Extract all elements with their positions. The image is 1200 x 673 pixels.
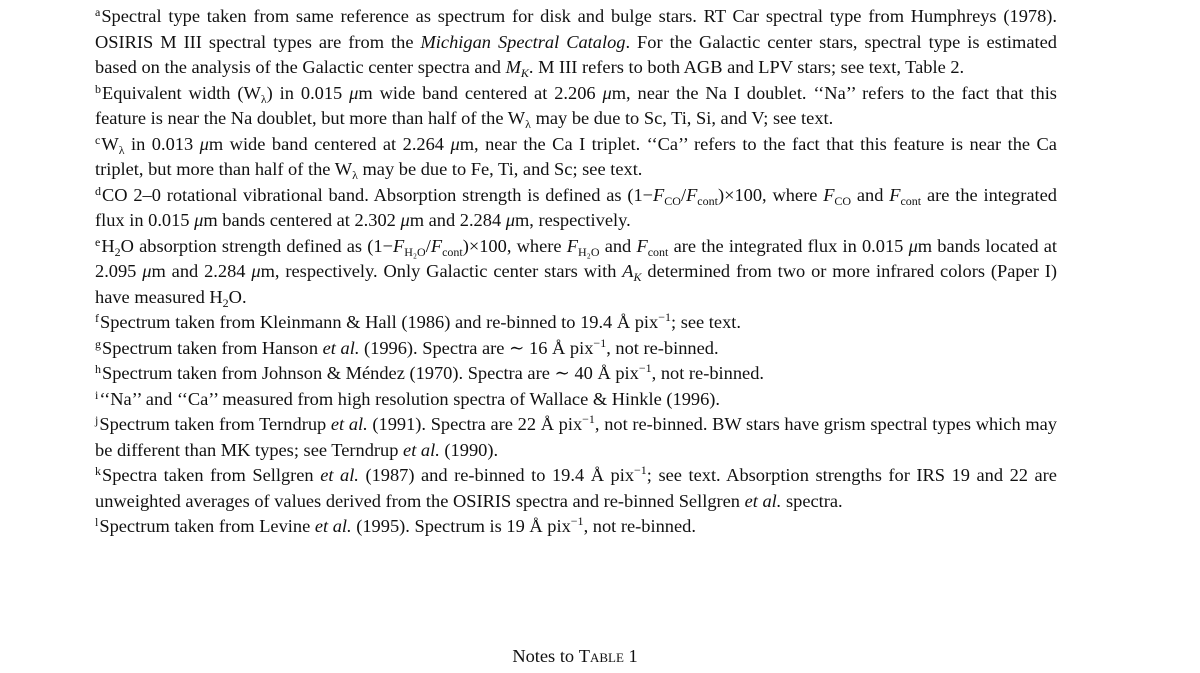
footnote-text: K [633, 270, 642, 284]
caption-table-label: Table 1 [578, 646, 638, 666]
footnote-text: Equivalent width (W [102, 82, 261, 103]
footnote-text: F [566, 235, 578, 256]
table-notes [95, 4, 1057, 540]
footnote-text: μ [908, 235, 918, 256]
footnote-text: λ [260, 91, 267, 106]
footnote-text: doublet. ‘‘Na’’ refers to the fact that this feature is near the Na doublet, but more than half of the W [95, 82, 1057, 128]
footnote-text: are the integrated flux in 0.015 [95, 184, 1057, 230]
footnote-text: −1 [570, 514, 584, 528]
footnote-text: μ [450, 133, 460, 154]
footnote-text: 2 [222, 295, 229, 310]
footnote-text: determined from two or more infrared colors (Paper I) have measured H [95, 261, 1057, 307]
footnote-text: (1987) and re-binned to 19.4 Å pix [358, 465, 635, 485]
footnote-k [95, 463, 1057, 514]
footnote-g [95, 336, 1057, 362]
footnote-text: μ [400, 210, 410, 230]
footnote-c [95, 132, 1057, 183]
footnote-text: and [851, 184, 890, 205]
footnote-text: F [686, 184, 698, 205]
footnote-text: −1 [582, 412, 595, 426]
footnote-text: m, respectively. Only Galactic center stars with [260, 261, 623, 281]
footnote-text: 2 [114, 244, 121, 259]
footnote-text: K [520, 66, 529, 80]
footnote-text: CO [834, 193, 852, 208]
footnote-marker: h [95, 362, 101, 376]
footnote-text: Spectrum taken from Terndrup [99, 414, 331, 434]
footnote-text: ; see text. Absorption strengths for IRS 19 and 22 are unweighted averages of values derived from the OSIRIS spectra and re-binned Sellgren [95, 465, 1057, 511]
footnote-text: cont [647, 244, 669, 259]
footnote-text: λ [352, 168, 358, 182]
footnote-text: −1 [638, 361, 652, 375]
footnote-text: F [823, 184, 835, 205]
footnote-text: , not re-binned. [651, 363, 764, 383]
footnote-d [95, 183, 1057, 234]
footnote-marker: g [95, 336, 101, 351]
footnote-text: et al. [330, 414, 368, 434]
footnote-text: cont [900, 193, 922, 208]
footnote-text: (1996). Spectra are ∼ 16 Å pix [359, 337, 594, 358]
footnote-text: μ [199, 133, 209, 154]
footnote-marker: b [95, 81, 101, 96]
footnote-text: et al. [314, 516, 352, 536]
footnote-text: )×100, where [717, 184, 824, 205]
footnote-text: m and 2.284 [151, 261, 252, 281]
footnote-text: ‘‘Na’’ and ‘‘Ca’’ measured from high resolution spectra of Wallace & Hinkle (1996). [99, 388, 721, 409]
footnote-text: λ [118, 142, 125, 157]
footnote-text: may be due to Sc, Ti, Si, and V; see text. [530, 108, 834, 128]
footnote-text: m bands located at 2.095 [95, 235, 1057, 281]
footnote-text: in 0.013 [124, 133, 200, 154]
footnote-text: A [622, 261, 634, 281]
footnote-b [95, 81, 1057, 132]
footnote-text: , not re-binned. BW stars have grism spectral types which may be different than MK types; see Terndrup [95, 414, 1057, 460]
footnote-marker: d [95, 183, 101, 198]
footnote-text: (1990). [439, 439, 499, 460]
footnote-text: F [889, 184, 901, 205]
footnote-text: F [392, 235, 405, 256]
footnote-a [95, 4, 1057, 81]
footnote-text: are the integrated flux in 0.015 [668, 235, 909, 256]
footnote-text: I [733, 82, 740, 103]
footnote-e [95, 234, 1057, 311]
footnote-text: m, respectively. [514, 210, 631, 230]
footnote-text: −1 [593, 335, 607, 350]
footnote-text: CO 2–0 rotational vibrational band. Absorption strength is defined as (1− [102, 184, 654, 205]
footnote-text: m wide band centered at 2.206 [358, 82, 603, 103]
footnote-text: et al. [744, 490, 782, 511]
footnote-text: H₂O [404, 244, 426, 259]
footnote-text: cont [697, 193, 718, 208]
footnote-text: M [505, 57, 521, 77]
notes-caption [0, 646, 1150, 667]
footnote-text: −1 [658, 310, 672, 324]
footnote-marker: f [95, 311, 99, 325]
footnote-text: (1991). Spectra are 22 Å pix [367, 414, 583, 434]
footnote-marker: j [95, 413, 99, 427]
footnote-text: H₂O [577, 244, 600, 259]
footnote-text: m, near the Na [611, 82, 734, 103]
footnote-text: et al. [322, 337, 360, 358]
footnote-text: F [636, 235, 648, 256]
footnote-f [95, 310, 1057, 336]
footnote-marker: c [95, 132, 101, 147]
footnote-text: Spectrum taken from Johnson & Méndez (1970). Spectra are ∼ 40 Å pix [102, 363, 639, 383]
footnote-marker: a [95, 5, 101, 19]
footnote-text: (1995). Spectrum is 19 Å pix [351, 516, 571, 536]
footnote-text: )×100, where [462, 235, 567, 256]
footnote-text: m wide band centered at 2.264 [208, 133, 451, 154]
footnote-text: cont [442, 244, 463, 259]
footnote-l [95, 514, 1057, 540]
footnote-marker: e [95, 234, 101, 249]
footnote-text: et al. [320, 465, 359, 485]
footnote-text: . M III refers to both AGB and LPV stars; see text, Table 2. [528, 57, 965, 77]
footnote-text: , not re-binned. [606, 337, 719, 358]
footnote-text: spectra. [781, 490, 843, 511]
footnote-j [95, 412, 1057, 463]
caption-prefix: Notes to [512, 646, 579, 666]
footnote-marker: l [95, 515, 99, 529]
footnote-text: Spectrum taken from Levine [99, 516, 315, 536]
footnote-text: μ [602, 82, 612, 103]
footnote-text: m bands centered at 2.302 [203, 210, 401, 230]
footnote-text: μ [251, 261, 261, 281]
footnote-text: , not re-binned. [583, 516, 696, 536]
footnote-text: Spectrum taken from Kleinmann & Hall (1986) and re-binned to 19.4 Å pix [100, 312, 659, 332]
footnote-text: W [101, 133, 119, 154]
footnote-text: CO [664, 193, 681, 208]
footnote-text: m and 2.284 [409, 210, 506, 230]
footnote-text: / [425, 235, 431, 256]
footnote-text: / [680, 184, 687, 205]
footnote-text: Michigan Spectral Catalog [420, 31, 626, 52]
footnote-text: μ [349, 82, 359, 103]
footnote-text: μ [142, 261, 152, 281]
footnote-text: ; see text. [671, 312, 741, 332]
footnote-text: et al. [403, 439, 440, 460]
footnote-i [95, 387, 1057, 413]
footnote-text: μ [194, 210, 204, 230]
footnote-text: O absorption strength defined as (1− [120, 235, 393, 256]
footnote-text: Spectral type taken from same reference as spectrum for disk and bulge stars. RT Car spectral type from Humphreys (1978). OSIRIS M III spectral types are from the [95, 6, 1057, 52]
footnote-text: Spectrum taken from Hanson [102, 337, 323, 358]
footnote-text: μ [505, 210, 515, 230]
footnote-text: F [430, 235, 443, 256]
footnote-text: λ [525, 117, 531, 131]
footnote-marker: k [95, 464, 101, 478]
footnote-text: Spectra taken from Sellgren [102, 465, 321, 485]
footnote-text: m, near the Ca I triplet. ‘‘Ca’’ refers to the fact that this feature is near the Ca triplet, but more than half of the W [95, 133, 1057, 179]
footnote-marker: i [95, 387, 99, 402]
footnote-text: F [653, 184, 665, 205]
footnote-text: O. [228, 286, 247, 307]
footnote-h [95, 361, 1057, 387]
footnote-text: ) in 0.015 [266, 82, 350, 103]
footnote-text: −1 [634, 463, 647, 477]
footnote-text: H [101, 235, 115, 256]
footnote-text: and [599, 235, 637, 256]
footnote-text: . For the Galactic center stars, spectral type is estimated based on the analysis of the Galactic center spectra and [95, 31, 1057, 77]
footnote-text: may be due to Fe, Ti, and Sc; see text. [357, 159, 643, 179]
